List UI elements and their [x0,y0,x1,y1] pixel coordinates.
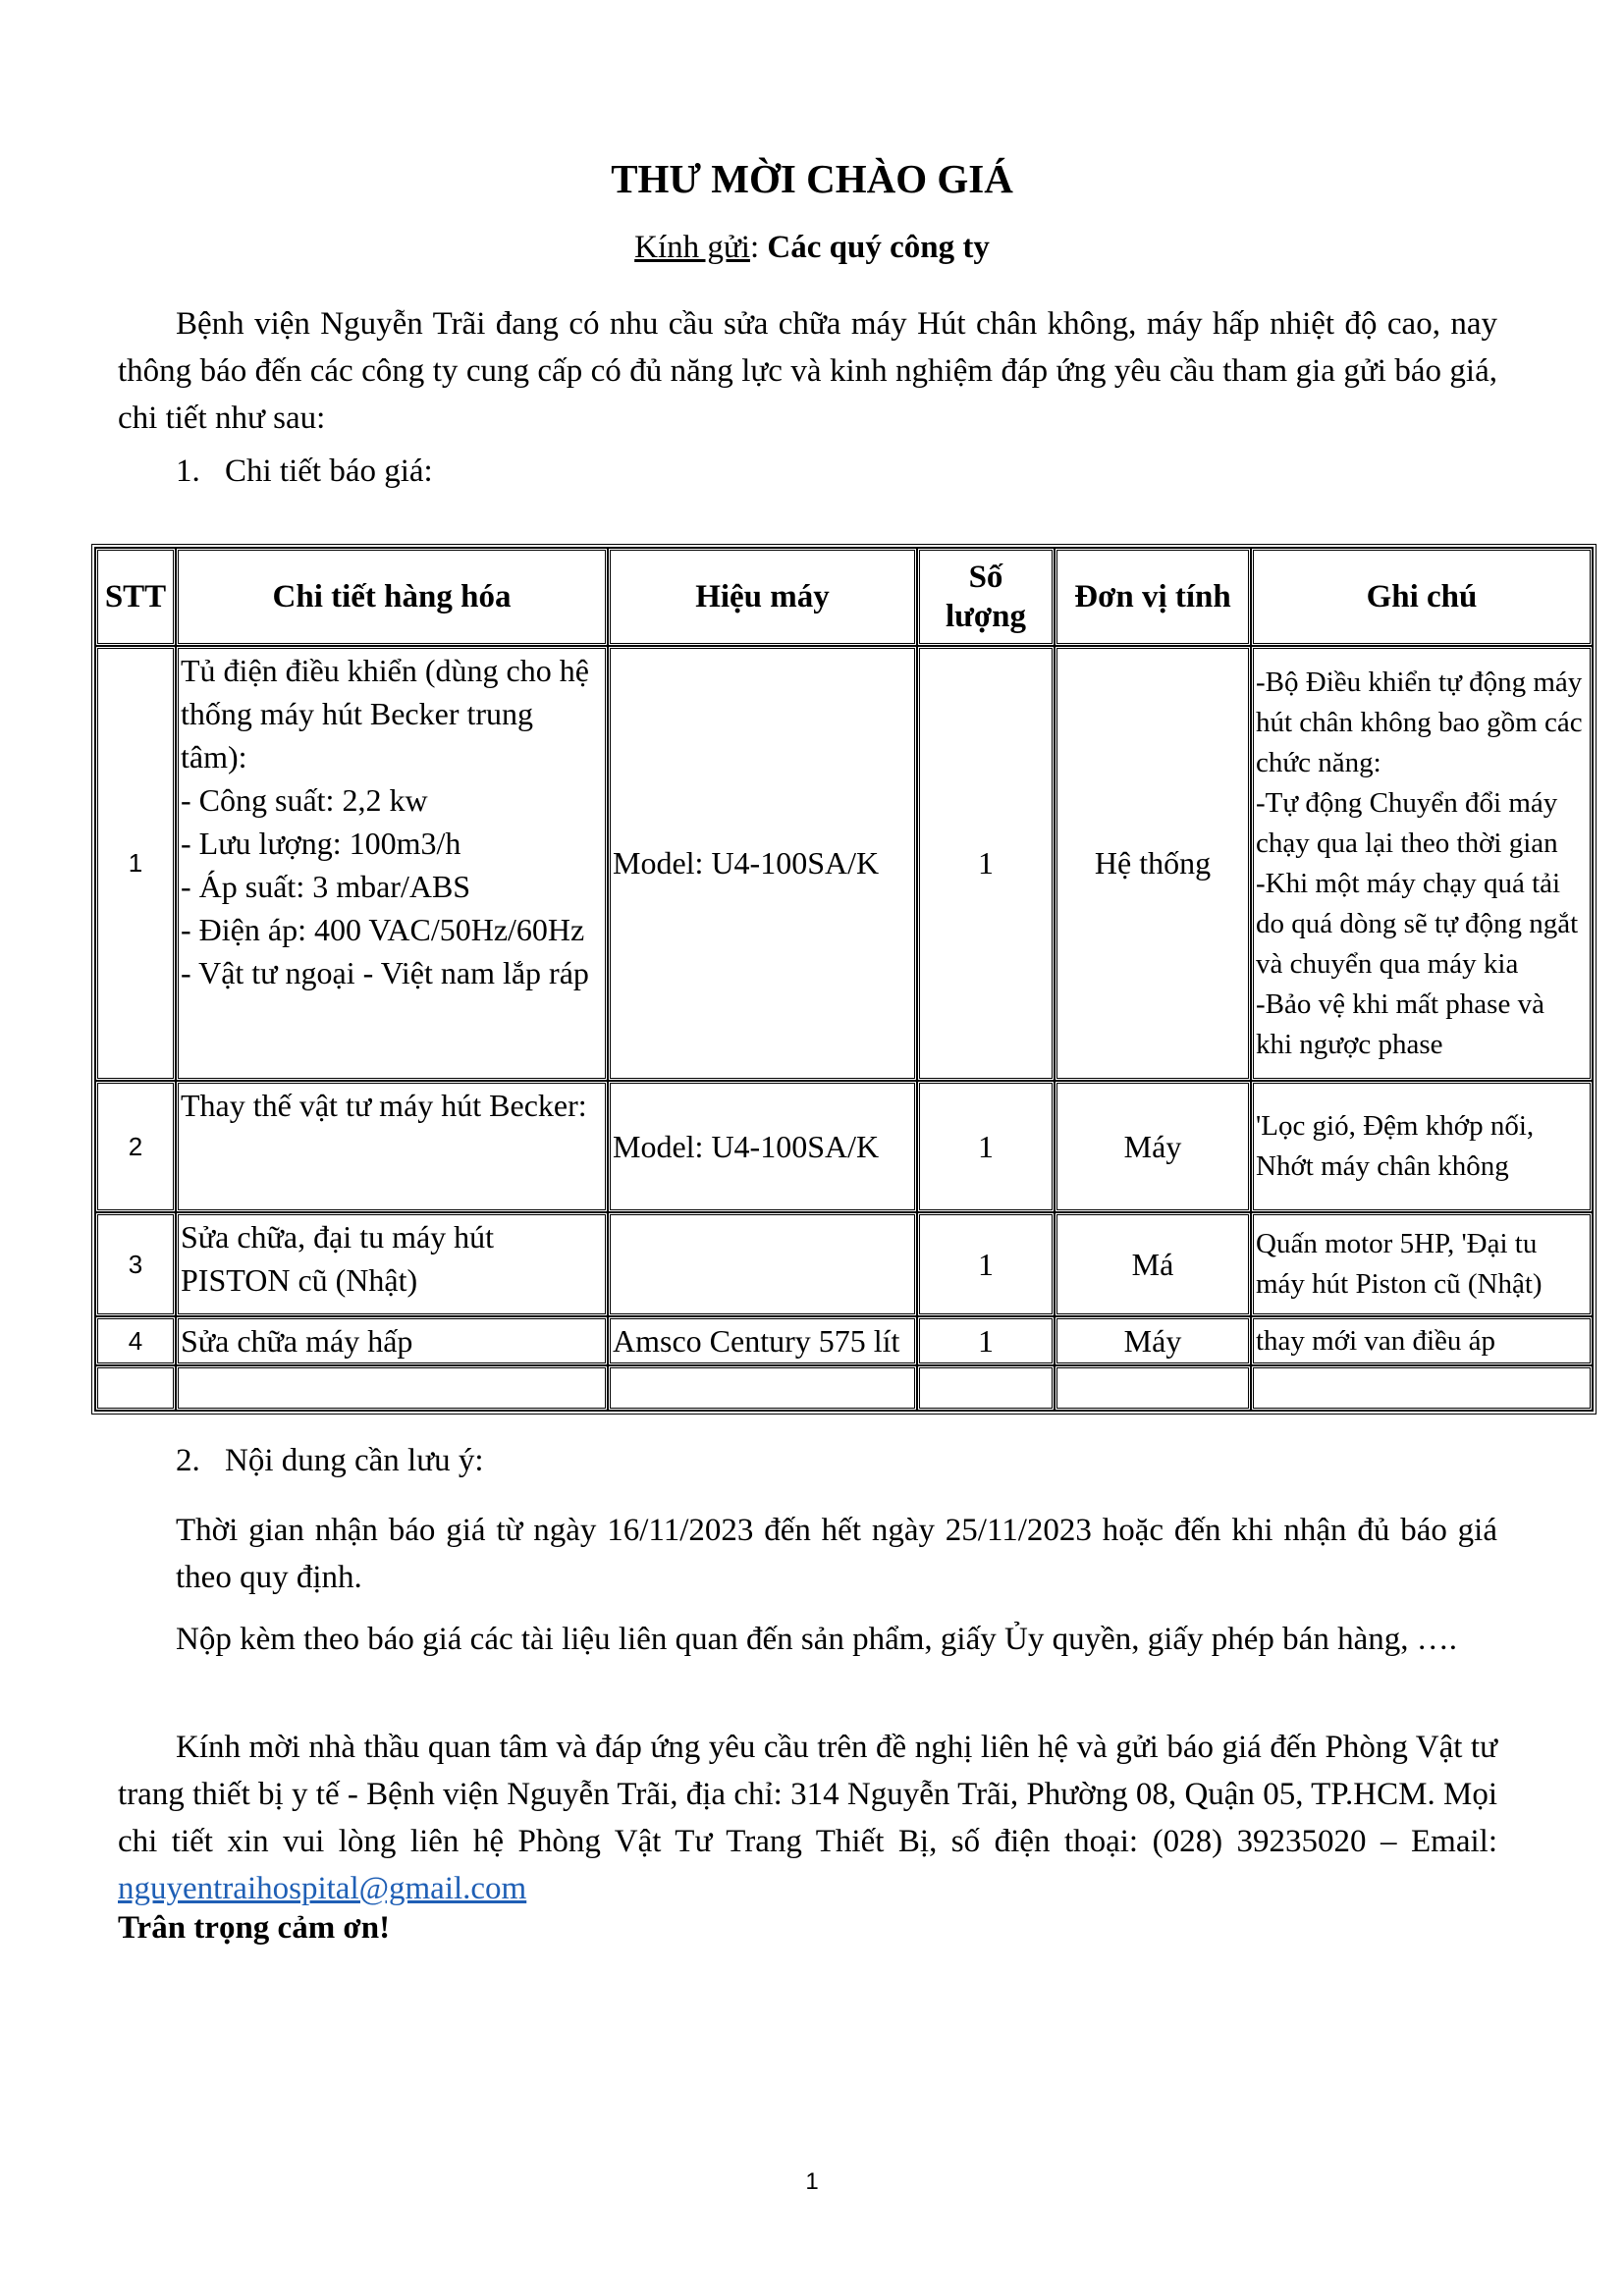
cell-unit [1055,1365,1251,1411]
note-line: -Bộ Điều khiển tự động máy hút chân không bao gồm các chức năng: [1256,666,1583,778]
header-unit: Đơn vị tính [1055,548,1251,646]
header-stt: STT [95,548,176,646]
section-2-heading [176,1443,484,1479]
section-1-number: 1. [176,454,200,489]
cell-quantity: 1 [917,1316,1055,1365]
detail-line: - Công suất: 2,2 kw [181,782,428,818]
cell-brand: Model: U4-100SA/K [608,646,917,1081]
cell-brand [608,1365,917,1411]
cell-quantity: 1 [917,1212,1055,1316]
header-quantity-line2: lượng [945,599,1027,634]
detail-line: - Vật tư ngoại - Việt nam lắp ráp [181,955,589,990]
cell-note: Quấn motor 5HP, 'Đại tu máy hút Piston cũ (Nhật) [1251,1212,1593,1316]
cell-detail: Sửa chữa, đại tu máy hút PISTON cũ (Nhật) [176,1212,608,1316]
cell-brand: Amsco Century 575 lít [608,1316,917,1365]
cell-stt: 3 [95,1212,176,1316]
section-2-number: 2. [176,1443,200,1478]
cell-quantity: 1 [917,646,1055,1081]
header-brand: Hiệu máy [608,548,917,646]
greeting-line [0,230,1624,266]
note-line: -Bảo vệ khi mất phase và khi ngược phase [1256,988,1544,1060]
greeting-separator: : [749,230,768,265]
cell-brand: Model: U4-100SA/K [608,1081,917,1212]
table-header-row [95,548,1593,646]
invite-text: Kính mời nhà thầu quan tâm và đáp ứng yêu cầu trên đề nghị liên hệ và gửi báo giá đến Phòng Vật tư trang thiết bị y tế - Bệnh viện Nguyễn Trãi, địa chỉ: 314 Nguyễn Trãi, Phường 08, Quận 05, TP.HCM. Mọi chi tiết xin vui lòng liên hệ Phòng Vật Tư Trang Thiết Bị, số điện thoại: (028) 39235020 – Email: [118,1730,1497,1859]
cell-stt: 2 [95,1081,176,1212]
cell-note [1251,1365,1593,1411]
cell-unit: Má [1055,1212,1251,1316]
table-row [95,1316,1593,1365]
page-number: 1 [805,2168,819,2195]
detail-line: Tủ điện điều khiển (dùng cho hệ thống máy hút Becker trung tâm): [181,653,589,774]
cell-detail [176,646,608,1081]
section-2-title: Nội dung cần lưu ý: [225,1443,484,1478]
note-time-paragraph: Thời gian nhận báo giá từ ngày 16/11/2023 đến hết ngày 25/11/2023 hoặc đến khi nhận đủ báo giá theo quy định. [176,1513,1497,1595]
header-quantity [917,548,1055,646]
cell-quantity [917,1365,1055,1411]
document-title: THƯ MỜI CHÀO GIÁ [611,156,1013,201]
cell-unit: Hệ thống [1055,646,1251,1081]
intro-paragraph: Bệnh viện Nguyễn Trãi đang có nhu cầu sửa chữa máy Hút chân không, máy hấp nhiệt độ cao, nay thông báo đến các công ty cung cấp có đủ năng lực và kinh nghiệm đáp ứng yêu cầu tham gia gửi báo giá, chi tiết như sau: [118,306,1497,436]
detail-line: - Điện áp: 400 VAC/50Hz/60Hz [181,912,585,947]
header-note: Ghi chú [1251,548,1593,646]
cell-note: 'Lọc gió, Đệm khớp nối, Nhớt máy chân không [1251,1081,1593,1212]
table-row [95,646,1593,1081]
cell-stt [95,1365,176,1411]
header-quantity-line1: Số [968,560,1003,595]
cell-detail: Sửa chữa máy hấp [176,1316,608,1365]
note-line: -Tự động Chuyển đổi máy chạy qua lại theo thời gian [1256,786,1558,859]
table-row [95,1081,1593,1212]
cell-stt: 1 [95,646,176,1081]
header-detail: Chi tiết hàng hóa [176,548,608,646]
cell-quantity: 1 [917,1081,1055,1212]
note-docs-paragraph: Nộp kèm theo báo giá các tài liệu liên quan đến sản phẩm, giấy Ủy quyền, giấy phép bán hàng, …. [176,1622,1457,1657]
section-1-title: Chi tiết báo giá: [225,454,433,489]
cell-note [1251,646,1593,1081]
cell-note: thay mới van điều áp [1251,1316,1593,1365]
email-link[interactable]: nguyentraihospital@gmail.com [118,1871,527,1906]
greeting-recipient: Các quý công ty [767,230,990,265]
closing-thanks: Trân trọng cảm ơn! [118,1910,391,1946]
cell-detail [176,1365,608,1411]
quotation-table [91,544,1597,1415]
invite-paragraph [118,1724,1497,1912]
cell-stt: 4 [95,1316,176,1365]
section-1-heading [176,454,433,490]
table-row-empty [95,1365,1593,1411]
cell-detail: Thay thế vật tư máy hút Becker: [176,1081,608,1212]
note-line: -Khi một máy chạy quá tải do quá dòng sẽ tự động ngắt và chuyển qua máy kia [1256,867,1579,980]
detail-line: - Lưu lượng: 100m3/h [181,826,461,861]
cell-unit: Máy [1055,1081,1251,1212]
greeting-label: Kính gửi [634,230,750,265]
cell-brand [608,1212,917,1316]
detail-line: - Áp suất: 3 mbar/ABS [181,869,471,904]
cell-unit: Máy [1055,1316,1251,1365]
table-row [95,1212,1593,1316]
